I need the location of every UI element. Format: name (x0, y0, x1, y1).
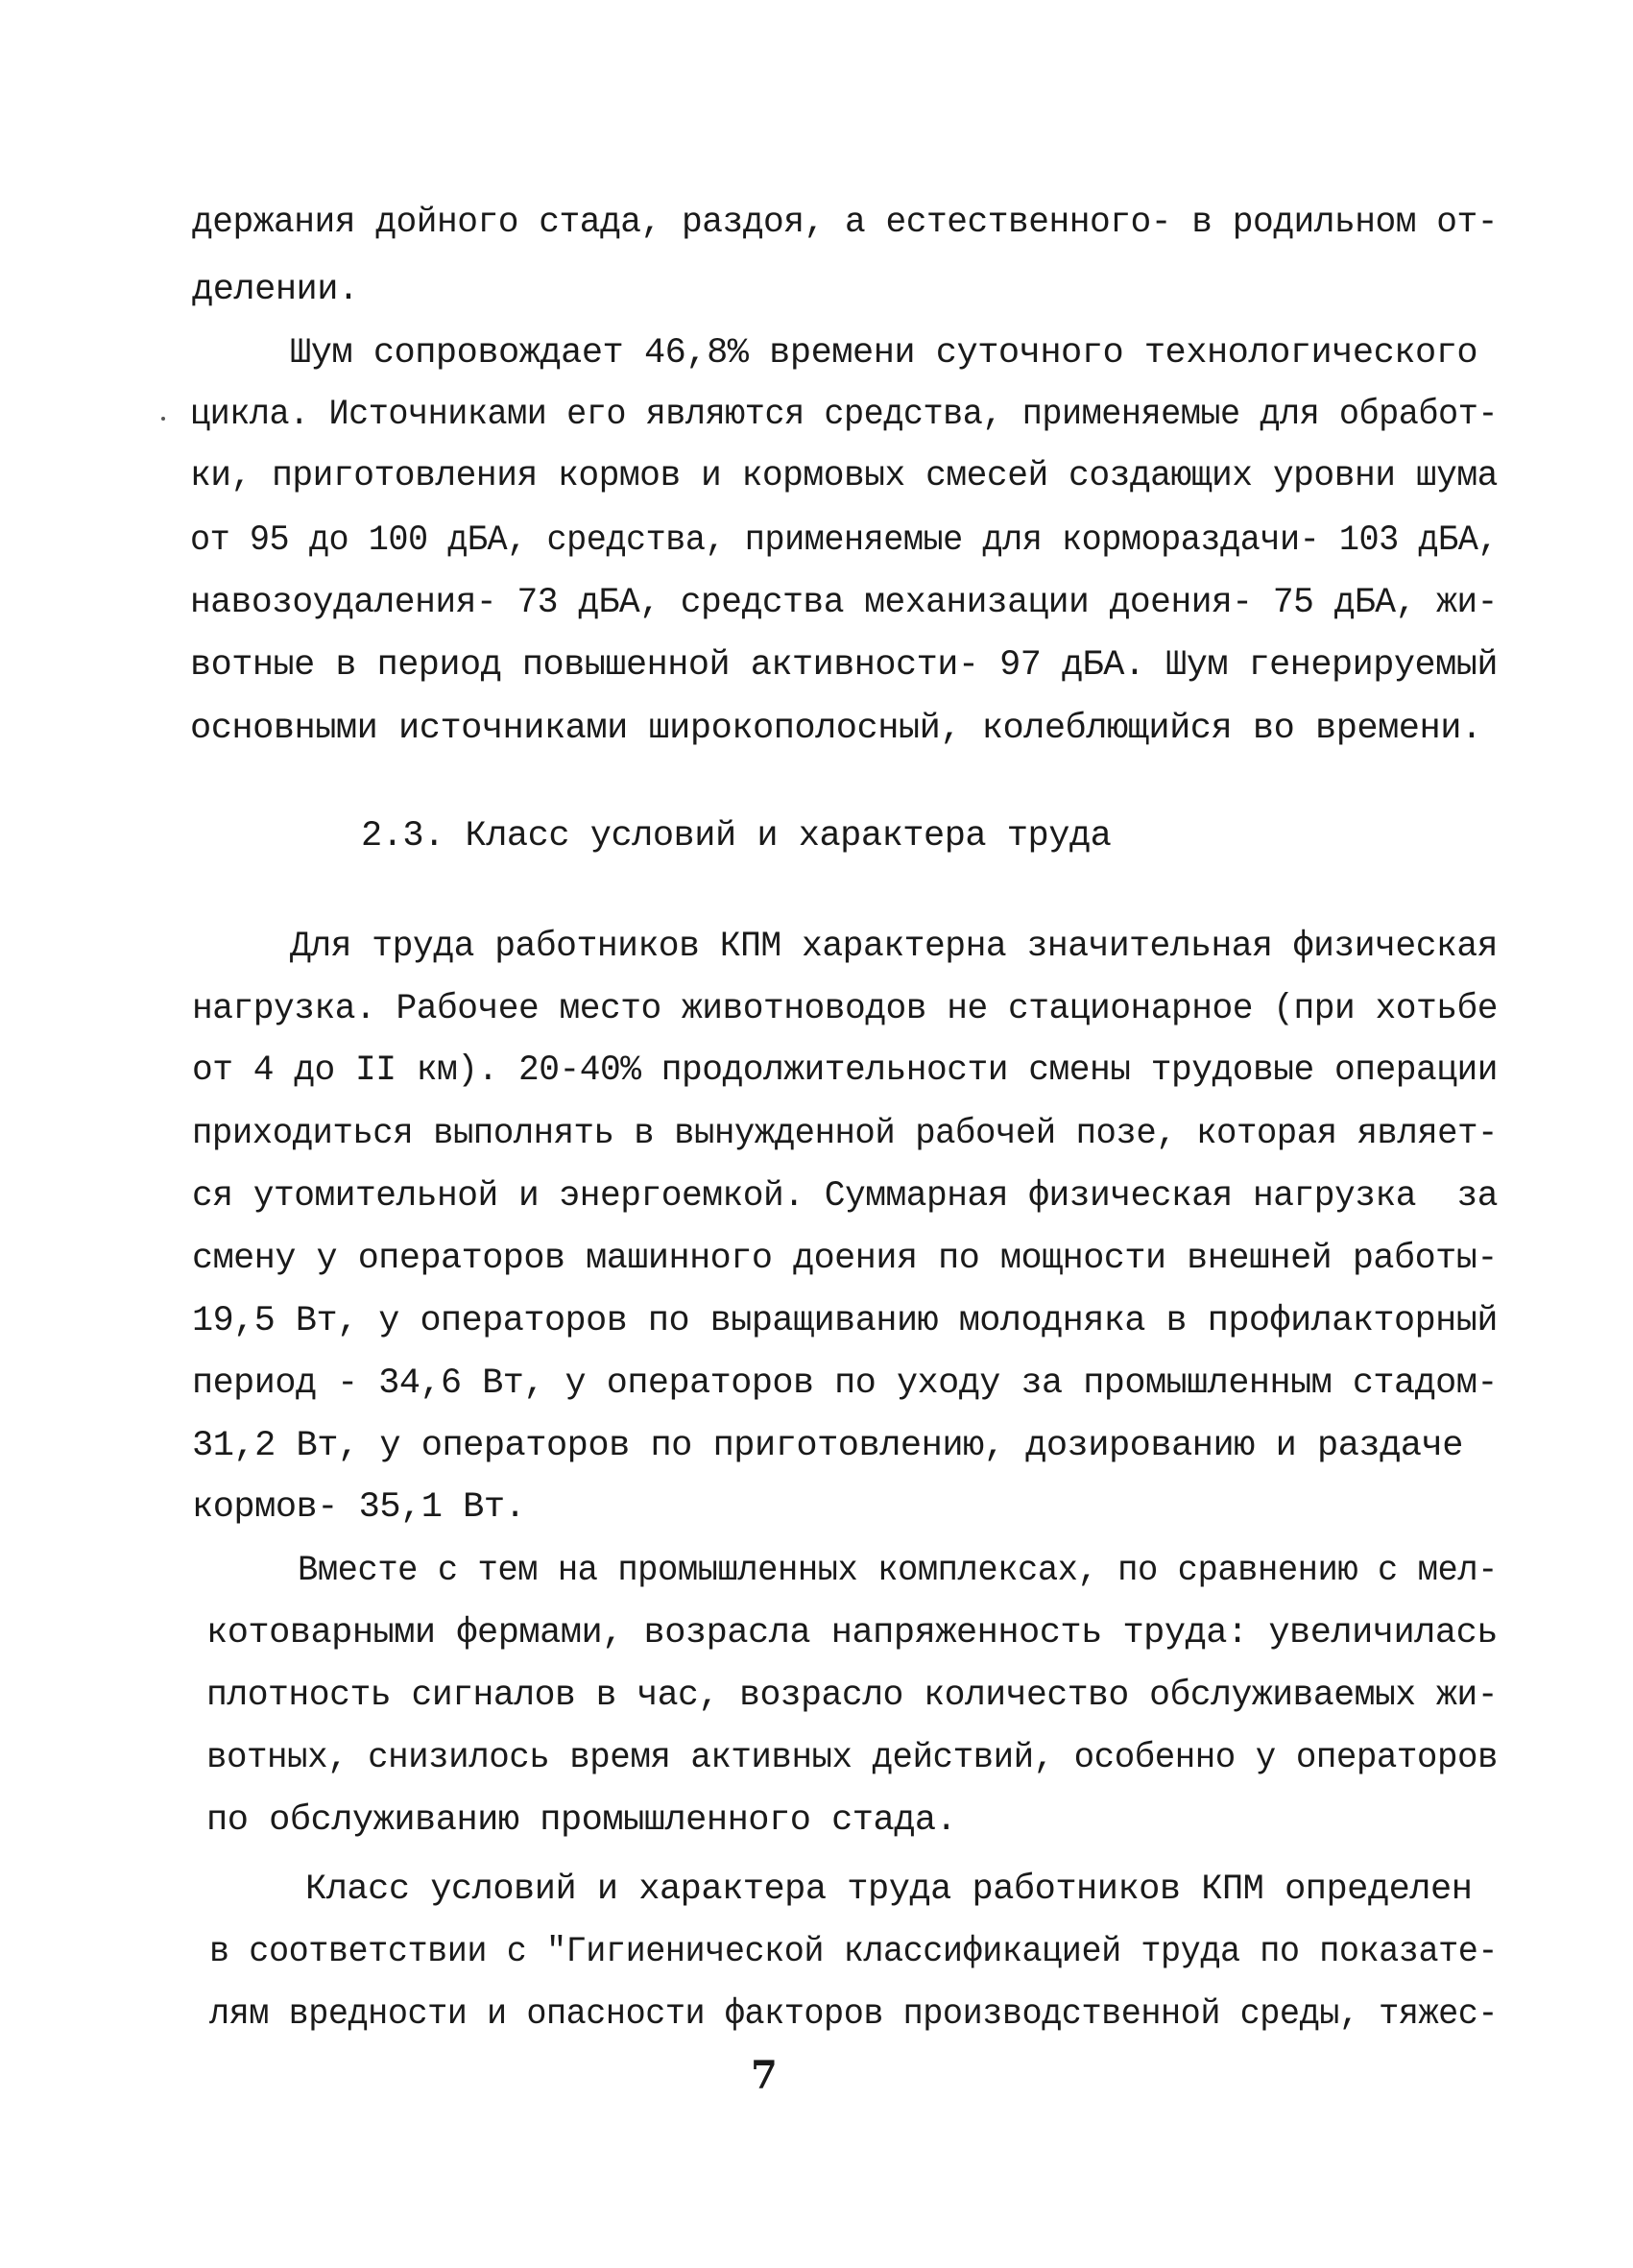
text-line: по обслуживанию промышленного стада. (206, 1800, 957, 1841)
text-line: цикла. Источниками его являются средства, применяемые для обработ- (190, 395, 1498, 435)
text-line: котоварными фермами, возрасла напряженность труда: увеличилась (206, 1613, 1498, 1653)
text-line: Шум сопровождает 46,8% времени суточного технологического (290, 333, 1478, 374)
text-line: плотность сигналов в час, возрасло количество обслуживаемых жи- (206, 1676, 1499, 1716)
text-line: навозоудаления- 73 дБА, средства механизации доения- 75 дБА, жи- (190, 583, 1498, 623)
text-line: от 4 до II км). 20-40% продолжительности смены трудовые операции (192, 1050, 1499, 1091)
text-line: вотные в период повышенной активности- 97 дБА. Шум генерируемый (190, 645, 1498, 686)
text-line: в соответствии с "Гигиенической классификацией труда по показате- (209, 1932, 1499, 1972)
text-line: основными источниками широкополосный, колеблющийся во времени. (190, 709, 1482, 749)
text-line: делении. (192, 270, 359, 310)
text-line: от 95 до 100 дБА, средства, применяемые для кормораздачи- 103 дБА, (190, 520, 1498, 561)
text-line: Класс условий и характера труда работников КПМ определен (305, 1870, 1473, 1910)
text-line: лям вредности и опасности факторов производственной среды, тяжес- (209, 1994, 1499, 2035)
section-heading: 2.3. Класс условий и характера труда (361, 816, 1112, 857)
text-line: кормов- 35,1 Вт. (192, 1487, 526, 1528)
text-line: 19,5 Вт, у операторов по выращиванию молодняка в профилакторный (192, 1301, 1498, 1341)
text-line: ки, приготовления кормов и кормовых смесей создающих уровни шума (190, 456, 1498, 496)
text-line: 31,2 Вт, у операторов по приготовлению, дозированию и раздаче (192, 1426, 1463, 1466)
text-line: держания дойного стада, раздоя, а естественного- в родильном от- (192, 203, 1499, 243)
text-line: приходиться выполнять в вынужденной рабочей позе, которая являет- (192, 1114, 1498, 1154)
text-line: нагрузка. Рабочее место животноводов не стационарное (при хотьбе (192, 989, 1499, 1029)
scan-speck (161, 417, 165, 421)
text-line: вотных, снизилось время активных действий, особенно у операторов (206, 1738, 1498, 1778)
text-line: смену у операторов машинного доения по мощности внешней работы- (192, 1239, 1498, 1279)
text-line: Для труда работников КПМ характерна значительная физическая (290, 927, 1498, 967)
page-number: 7 (751, 2053, 778, 2098)
text-line: ся утомительной и энергоемкой. Суммарная физическая нагрузка за (192, 1176, 1499, 1217)
text-line: Вместе с тем на промышленных комплексах, по сравнению с мел- (298, 1551, 1498, 1591)
text-line: период - 34,6 Вт, у операторов по уходу за промышленным стадом- (192, 1363, 1498, 1404)
